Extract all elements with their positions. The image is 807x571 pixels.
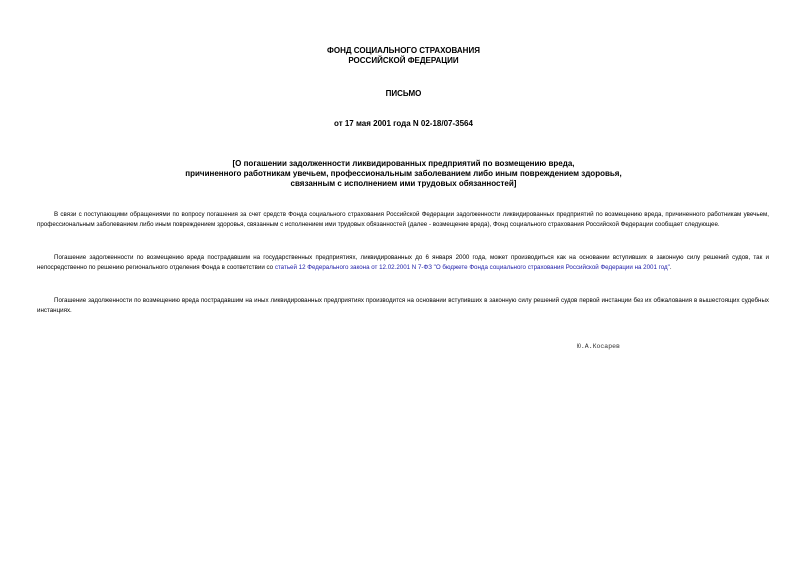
body-paragraph-2-text: Погашение задолженности по возмещению вреда пострадавшим на государственных предприятиях, ликвидированных до 6 января 2000 года, может производиться как на основании вступивших в законную силу решений судов, так и непосредственно по решению регионального отделения Фонда в соответствии со	[37, 254, 769, 271]
body-paragraph-3: Погашение задолженности по возмещению вреда пострадавшим на иных ликвидированных предприятиях производится на основании вступивших в законную силу решений судов первой инстанции без их обжалования в вышестоящих судебных инстанциях.	[37, 297, 769, 314]
document-title	[0, 159, 807, 189]
document-type: ПИСЬМО	[385, 89, 422, 98]
document-number: от 17 мая 2001 года N 02-18/07-3564	[334, 119, 473, 128]
organization-name-line1: ФОНД СОЦИАЛЬНОГО СТРАХОВАНИЯ	[327, 46, 480, 55]
document-title-line3: связанным с исполнением ими трудовых обязанностей]	[290, 179, 517, 188]
signature: Ю.А.Косарев	[577, 343, 620, 350]
body-paragraph-2-end: .	[669, 264, 672, 271]
body-paragraph-1: В связи с поступающими обращениями по вопросу погашения за счет средств Фонда социального страхования Российской Федерации задолженности ликвидированных предприятий по возмещению вреда, причиненного работникам увечьем, профессиональным заболеванием либо иным повреждением здоровья, связанным с исполнением ими трудовых обязанностей (далее - возмещение вреда), Фонд социального страхования Российской Федерации сообщает следующее.	[37, 211, 769, 228]
document-title-line2: причиненного работникам увечьем, профессиональным заболеванием либо иным повреждением здоровья,	[185, 169, 622, 178]
body-paragraph-2	[37, 253, 769, 273]
organization-name-line2: РОССИЙСКОЙ ФЕДЕРАЦИИ	[348, 56, 459, 65]
document-title-line1: [О погашении задолженности ликвидированных предприятий по возмещению вреда,	[232, 159, 575, 168]
organization-name	[0, 46, 807, 66]
law-article-link[interactable]: статьей 12 Федерального закона от 12.02.2001 N 7-ФЗ "О бюджете Фонда социального страхования Российской Федерации на 2001 год"	[274, 264, 670, 271]
